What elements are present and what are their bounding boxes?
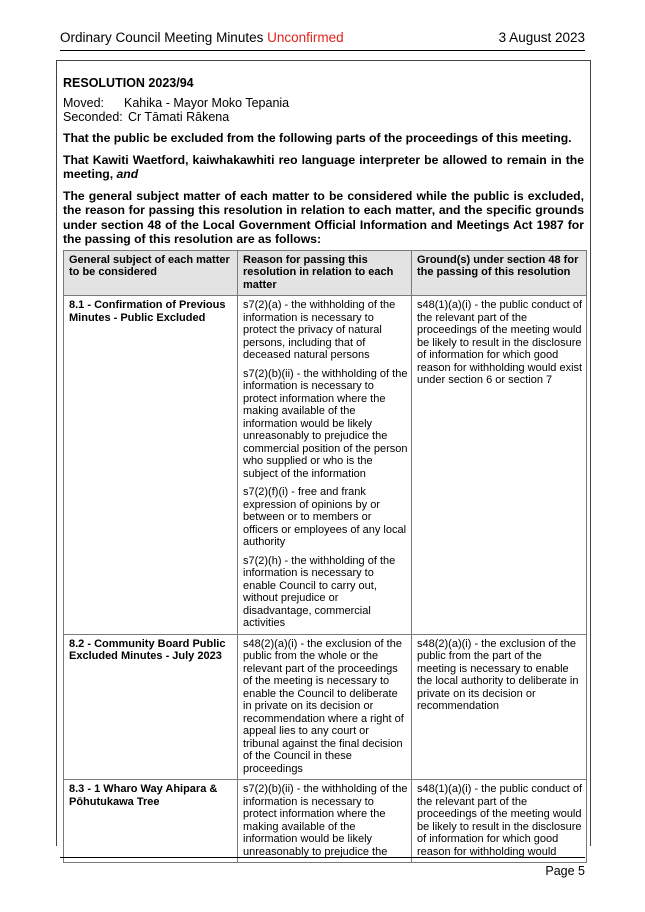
resolution-box [56, 60, 591, 858]
reason-item: s48(2)(a)(i) - the exclusion of the public from the whole or the relevant part of the proceedings of the meeting is necessary to enable the Council to deliberate in private on its decision or recommendation where a right of appeal lies to any court or tribunal against the final decision of the Council in these proceedings [243, 637, 404, 775]
row-subject: 8.1 - Confirmation of Previous Minutes - Public Excluded [64, 296, 238, 635]
row-ground: s48(1)(a)(i) - the public conduct of the relevant part of the proceedings of the meeting would be likely to result in the disclosure of information for which good reason for withholding would exist under section 6 or section 7 [412, 296, 587, 635]
reason-item: s7(2)(a) - the withholding of the information is necessary to protect the privacy of natural persons, including that of deceased natural persons [243, 299, 396, 361]
paragraph-2-text: That Kawiti Waetford, kaiwhakawhiti reo language interpreter be allowed to remain in the meeting, [63, 152, 584, 181]
row-ground: s48(2)(a)(i) - the exclusion of the public from the part of the meeting is necessary to enable the local authority to deliberate in private on its decision or recommendation [412, 634, 587, 780]
page-header [60, 30, 585, 50]
resolution-paragraph-1: That the public be excluded from the following parts of the proceedings of this meeting. [63, 131, 572, 145]
resolution-paragraph-3: The general subject matter of each matter to be considered while the public is excluded, the reason for passing this resolution in relation to each matter, and the specific grounds under section 48 of the Local Government Official Information and Meetings Act 1987 for the passing of this resolution are as follows: [63, 188, 584, 246]
table-row [64, 634, 587, 780]
row-reasons [238, 634, 412, 780]
page-number: Page 5 [545, 864, 585, 878]
reason-item: s7(2)(b)(ii) - the withholding of the information is necessary to protect information where the making available of the information would be likely unreasonably to prejudice the commercial position of the person who supplied or who is the subject of the information [243, 367, 408, 480]
table-row [64, 780, 587, 863]
table-header-row [64, 250, 587, 296]
paragraph-2-emphasis: and [116, 167, 139, 181]
header-title-group [60, 30, 344, 45]
moved-value: Kahika - Mayor Moko Tepania [124, 96, 290, 110]
seconded-value: Cr Tāmati Rākena [128, 110, 230, 124]
reason-item: s7(2)(h) - the withholding of the information is necessary to enable Council to carry out, without prejudice or disadvantage, commercial activities [243, 554, 396, 629]
row-ground: s48(1)(a)(i) - the public conduct of the relevant part of the proceedings of the meeting would be likely to result in the disclosure of information for which good reason for withholding would [412, 780, 587, 863]
exclusion-table [63, 250, 587, 864]
resolution-content [63, 76, 584, 863]
row-reasons [238, 296, 412, 635]
row-subject: 8.3 - 1 Wharo Way Ahipara & Pōhutukawa Tree [64, 780, 238, 863]
row-reasons [238, 780, 412, 863]
column-header-ground: Ground(s) under section 48 for the passing of this resolution [412, 250, 587, 296]
moved-label: Moved: [63, 96, 104, 110]
resolution-paragraph-2 [63, 153, 584, 182]
header-divider [60, 50, 585, 51]
header-title: Ordinary Council Meeting Minutes [60, 30, 264, 45]
footer-divider [60, 857, 585, 858]
resolution-title: RESOLUTION 2023/94 [63, 76, 194, 90]
moved-line [63, 96, 584, 110]
table-row [64, 296, 587, 635]
seconded-label: Seconded: [63, 110, 123, 124]
seconded-line [63, 110, 584, 124]
column-header-subject: General subject of each matter to be considered [64, 250, 238, 296]
header-status: Unconfirmed [267, 30, 344, 45]
row-subject: 8.2 - Community Board Public Excluded Minutes - July 2023 [64, 634, 238, 780]
reason-item: s7(2)(b)(ii) - the withholding of the information is necessary to protect information where the making available of the information would be likely unreasonably to prejudice the [243, 783, 408, 858]
column-header-reason: Reason for passing this resolution in relation to each matter [238, 250, 412, 296]
reason-item: s7(2)(f)(i) - free and frank expression of opinions by or between or to members or officers or employees of any local authority [243, 486, 407, 548]
header-date: 3 August 2023 [498, 30, 585, 45]
